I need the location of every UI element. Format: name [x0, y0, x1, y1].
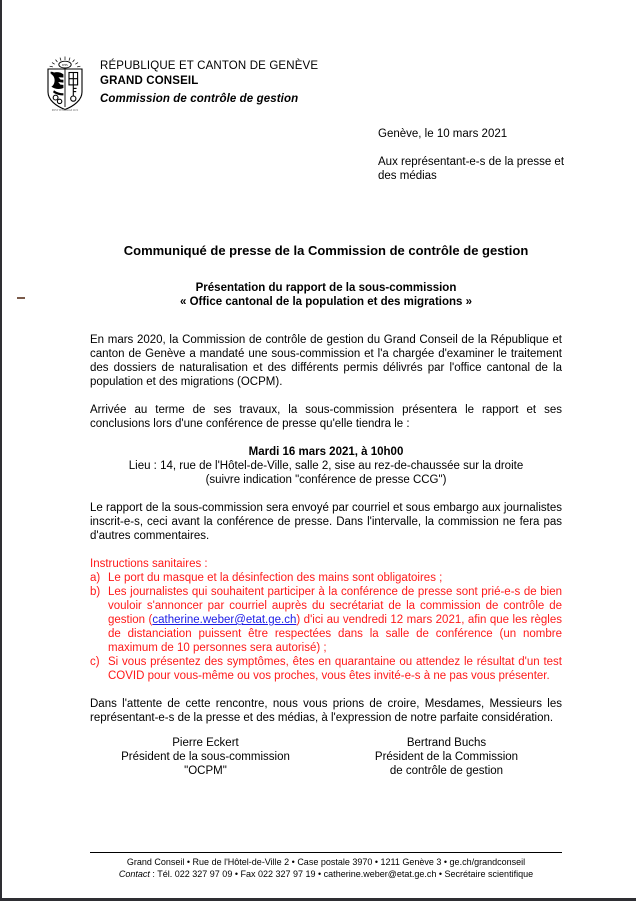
signature-left [90, 736, 331, 778]
footer-contact-label: Contact [118, 869, 150, 879]
instruction-marker-b: b) [90, 586, 101, 598]
document-body [90, 243, 562, 725]
instruction-text-b-before: Les journalistes qui souhaitent participer à la conférence de presse sont prié-e-s de bien vouloir s'annoncer par courriel auprès du secrétariat de la commission de contrôle de gestion ( [108, 586, 562, 626]
signature-left-name: Pierre Eckert [172, 737, 239, 749]
instruction-marker-c: c) [90, 656, 100, 668]
signature-right-role2: de contrôle de gestion [389, 765, 504, 777]
letter-recipient: Aux représentant-e-s de la presse et des médias [378, 156, 565, 182]
letterhead-line-commission: Commission de contrôle de gestion [100, 93, 299, 105]
signature-right-role1: Président de la Commission [374, 751, 519, 763]
event-date: Mardi 16 mars 2021, à 10h00 [248, 446, 404, 458]
instruction-text-b-after: ) d'ici au vendredi 12 mars 2021, afin que les règles de distanciation puissent être respectées dans la salle de conférence (un nombre maximum de 10 personnes sera autorisé) ; [108, 614, 563, 654]
signature-left-role1: Président de la sous-commission [121, 751, 290, 763]
instruction-item-c [90, 655, 562, 683]
svg-text:IHS: IHS [62, 63, 68, 68]
instruction-item-b [90, 585, 562, 655]
page-subtitle [90, 281, 562, 309]
footer-contact-line [90, 868, 562, 880]
signature-block [90, 736, 562, 778]
sanitary-instructions [90, 557, 562, 683]
paragraph-conference: Arrivée au terme de ses travaux, la sous-commission présentera le rapport et ses conclusions lors d'une conférence de presse qu'elle tiendra le : [90, 404, 562, 430]
signature-left-role2: "OCPM" [184, 765, 227, 777]
letterhead-line-republic: RÉPUBLIQUE ET CANTON DE GENÈVE [100, 60, 319, 72]
event-place: Lieu : 14, rue de l'Hôtel-de-Ville, salle 2, sise au rez-de-chaussée sur la droite [128, 460, 524, 472]
page-subtitle-line1: Présentation du rapport de la sous-commission [195, 282, 457, 294]
margin-tick-mark [17, 297, 25, 299]
signature-right-name: Bertrand Buchs [406, 737, 487, 749]
contact-email-link[interactable]: catherine.weber@etat.ge.ch [152, 614, 297, 626]
letterhead [42, 56, 318, 111]
paragraph-embargo: Le rapport de la sous-commission sera envoyé par courriel et sous embargo aux journalistes inscrit-e-s, ceci avant la conférence de presse. Dans l'intervalle, la commission ne fera pas d'autres commentaires. [90, 502, 562, 542]
letter-date: Genève, le 10 mars 2021 [378, 128, 508, 140]
instruction-text-c: Si vous présentez des symptômes, êtes en quarantaine ou attendez le résultat d'un test COVID pour vous-même ou vos proches, vous êtes invité-e-s à ne pas vous présenter. [108, 656, 562, 682]
page-subtitle-line2: « Office cantonal de la population et des migrations » [179, 296, 473, 308]
instruction-marker-a: a) [90, 572, 101, 584]
event-note: (suivre indication "conférence de presse CCG") [205, 474, 447, 486]
footer-contact-details: : Tél. 022 327 97 09 • Fax 022 327 97 19 • catherine.weber@etat.ge.ch • Secrétaire scientifique [149, 869, 534, 879]
svg-text:POST TENEBRAS LUX: POST TENEBRAS LUX [51, 109, 79, 111]
instruction-text-a: Le port du masque et la désinfection des mains sont obligatoires ; [108, 572, 443, 584]
page-footer [90, 852, 562, 880]
footer-address-line: Grand Conseil • Rue de l'Hôtel-de-Ville 2 • Case postale 3970 • 1211 Genève 3 • ge.ch/grandconseil [126, 857, 526, 867]
page-title: Communiqué de presse de la Commission de contrôle de gestion [123, 243, 529, 258]
paragraph-intro: En mars 2020, la Commission de contrôle de gestion du Grand Conseil de la République et canton de Genève a mandaté une sous-commission et l'a chargée d'examiner le traitement des dossiers de naturalisation et des différents permis délivrés par l'office cantonal de la population et des migrations (OCPM). [90, 334, 562, 388]
paragraph-closing: Dans l'attente de cette rencontre, nous vous prions de croire, Mesdames, Messieurs les représentant-e-s de la presse et des médias, à l'expression de notre parfaite considération. [90, 698, 562, 724]
instruction-text-b [108, 585, 562, 655]
geneva-coat-of-arms-icon [42, 56, 88, 111]
instructions-heading: Instructions sanitaires : [90, 558, 208, 570]
signature-right [331, 736, 562, 778]
instruction-item-a [90, 571, 562, 585]
letterhead-line-grand-conseil: GRAND CONSEIL [100, 75, 199, 87]
